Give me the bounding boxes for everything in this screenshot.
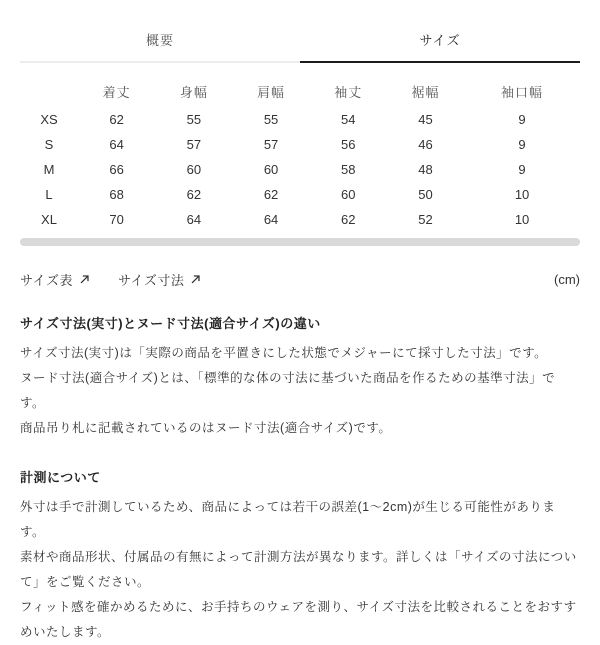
size-value-cell: 10 [514, 212, 530, 227]
size-value-cell: 54 [341, 112, 356, 127]
unit-label: (cm) [554, 272, 580, 287]
size-table-header [20, 75, 580, 107]
size-value-cell: 70 [109, 212, 124, 227]
size-value-cell: 68 [109, 187, 124, 202]
size-value-cell: 60 [341, 187, 356, 202]
size-value-cell: 55 [186, 112, 202, 127]
size-measure-link-label: サイズ寸法 [117, 273, 185, 288]
size-row-label: S [44, 137, 54, 152]
info-section [20, 467, 580, 645]
table-horizontal-scrollbar[interactable] [20, 238, 580, 246]
links-row [20, 270, 580, 289]
size-value-cell: 57 [263, 137, 279, 152]
section-paragraph: ヌード寸法(適合サイズ)とは、「標準的な体の寸法に基づいた商品を作るための基準寸法」です。 [20, 371, 556, 410]
size-value-cell: 10 [514, 187, 530, 202]
size-value-cell: 62 [263, 187, 279, 202]
size-value-cell: 62 [341, 212, 356, 227]
header-corner-cell [20, 75, 78, 107]
size-value-cell: 64 [109, 137, 124, 152]
section-paragraph: 商品吊り札に記載されているのはヌード寸法(適合サイズ)です。 [20, 421, 392, 435]
table-row [20, 132, 580, 157]
size-table-container [20, 75, 580, 232]
section-heading: 計測について [20, 470, 101, 485]
header-row [20, 75, 580, 107]
info-sections [20, 313, 580, 645]
size-value-cell: 57 [186, 137, 202, 152]
size-value-cell: 9 [518, 162, 526, 177]
size-value-cell: 66 [109, 162, 124, 177]
tab-size[interactable]: サイズ [300, 20, 580, 63]
size-chart-link-label: サイズ表 [20, 273, 73, 288]
column-header: 身幅 [179, 84, 208, 100]
table-row [20, 182, 580, 207]
tab-bar [20, 20, 580, 63]
column-header: 袖丈 [334, 84, 363, 100]
size-measure-link[interactable] [118, 270, 201, 289]
size-value-cell: 64 [263, 212, 279, 227]
size-value-cell: 50 [418, 187, 433, 202]
size-value-cell: 48 [418, 162, 433, 177]
size-value-cell: 9 [518, 137, 526, 152]
size-value-cell: 62 [109, 112, 124, 127]
info-section [20, 313, 580, 441]
size-value-cell: 55 [263, 112, 279, 127]
column-header: 袖口幅 [501, 84, 544, 100]
size-value-cell: 56 [341, 137, 356, 152]
section-paragraph: 外寸は手で計測しているため、商品によっては若干の誤差(1〜2cm)が生じる可能性があります。 [20, 500, 556, 539]
table-row [20, 157, 580, 182]
section-paragraph: サイズ寸法(実寸)は「実際の商品を平置きにした状態でメジャーにて採寸した寸法」です。 [20, 346, 548, 360]
size-value-cell: 46 [418, 137, 433, 152]
size-value-cell: 62 [186, 187, 202, 202]
size-value-cell: 9 [518, 112, 526, 127]
size-guide-panel [0, 20, 600, 645]
table-row [20, 107, 580, 132]
size-row-label: L [45, 187, 53, 202]
section-heading: サイズ寸法(実寸)とヌード寸法(適合サイズ)の違い [20, 316, 321, 331]
size-value-cell: 64 [186, 212, 202, 227]
size-value-cell: 45 [418, 112, 433, 127]
size-row-label: XS [40, 112, 58, 127]
size-value-cell: 52 [418, 212, 433, 227]
size-value-cell: 60 [263, 162, 279, 177]
column-header: 着丈 [102, 84, 131, 100]
size-table-body [20, 107, 580, 232]
tab-overview[interactable]: 概要 [20, 20, 300, 63]
size-table [20, 75, 580, 232]
size-chart-link[interactable] [20, 270, 90, 289]
section-paragraph: フィット感を確かめるために、お手持ちのウェアを測り、サイズ寸法を比較されることをおすすめいたします。 [20, 600, 577, 639]
size-row-label: M [43, 162, 55, 177]
section-paragraph: 素材や商品形状、付属品の有無によって計測方法が異なります。詳しくは「サイズの寸法について」をご覧ください。 [20, 550, 577, 589]
column-header: 肩幅 [257, 84, 286, 100]
column-header: 裾幅 [411, 84, 440, 100]
table-row [20, 207, 580, 232]
external-arrow-icon [79, 274, 90, 285]
external-arrow-icon [190, 274, 201, 285]
size-value-cell: 58 [341, 162, 356, 177]
size-value-cell: 60 [186, 162, 202, 177]
size-row-label: XL [41, 212, 57, 227]
